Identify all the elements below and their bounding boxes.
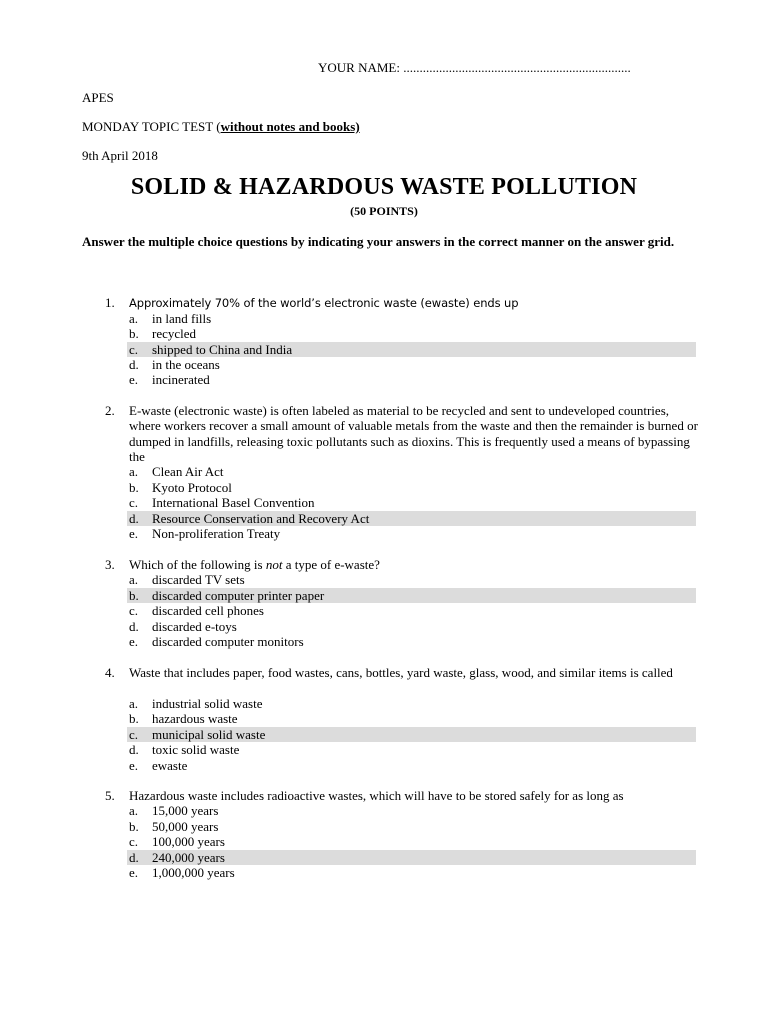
option-text: recycled bbox=[152, 326, 197, 342]
answer-option[interactable] bbox=[127, 634, 696, 649]
answer-option[interactable] bbox=[127, 865, 696, 880]
option-text: 100,000 years bbox=[152, 833, 225, 849]
test-prefix: MONDAY TOPIC TEST ( bbox=[82, 119, 221, 134]
stem-text: a type of e-waste? bbox=[282, 557, 380, 572]
option-text: 1,000,000 years bbox=[152, 865, 235, 881]
option-letter: c. bbox=[129, 833, 139, 849]
page-title: SOLID & HAZARDOUS WASTE POLLUTION bbox=[130, 174, 638, 200]
name-field-line: YOUR NAME: ...................................................................... bbox=[318, 60, 631, 75]
answer-option[interactable] bbox=[127, 372, 696, 387]
option-letter: b. bbox=[129, 326, 139, 342]
option-letter: a. bbox=[129, 572, 139, 588]
test-date: 9th April 2018 bbox=[82, 148, 158, 163]
option-letter: b. bbox=[129, 588, 139, 603]
option-letter: b. bbox=[129, 710, 139, 726]
option-text: discarded e-toys bbox=[152, 618, 237, 634]
option-letter: e. bbox=[129, 757, 139, 773]
option-text: municipal solid waste bbox=[152, 727, 266, 742]
question-number: 1. bbox=[105, 295, 115, 310]
option-letter: e. bbox=[129, 865, 139, 881]
option-text: discarded computer monitors bbox=[152, 633, 304, 649]
course-name: APES bbox=[82, 90, 114, 105]
option-letter: c. bbox=[129, 494, 139, 510]
option-text: discarded computer printer paper bbox=[152, 588, 325, 603]
option-text: in land fills bbox=[152, 311, 212, 326]
test-description bbox=[82, 119, 360, 135]
answer-option[interactable] bbox=[127, 526, 696, 541]
option-text: 15,000 years bbox=[152, 803, 219, 819]
answer-option[interactable] bbox=[127, 696, 696, 711]
option-letter: d. bbox=[129, 511, 139, 526]
option-text: discarded cell phones bbox=[152, 603, 264, 619]
question-number: 2. bbox=[105, 403, 115, 418]
question-number: 5. bbox=[105, 788, 115, 803]
option-text: 50,000 years bbox=[152, 818, 219, 834]
answer-option-highlighted[interactable] bbox=[127, 511, 696, 526]
answer-option-highlighted[interactable] bbox=[127, 850, 696, 865]
option-text: Resource Conservation and Recovery Act bbox=[152, 511, 370, 526]
answer-option[interactable] bbox=[127, 326, 696, 341]
test-emphasis: without notes and books) bbox=[220, 119, 360, 134]
option-text: industrial solid waste bbox=[152, 695, 263, 711]
answer-option-highlighted[interactable] bbox=[127, 588, 696, 603]
option-letter: b. bbox=[129, 479, 139, 495]
option-letter: d. bbox=[129, 356, 139, 372]
points-subtitle: (50 POINTS) bbox=[350, 204, 418, 218]
question-stem: Approximately 70% of the world’s electronic waste (ewaste) ends up bbox=[129, 296, 519, 310]
question-stem bbox=[129, 557, 699, 572]
answer-option[interactable] bbox=[127, 357, 696, 372]
answer-option[interactable] bbox=[127, 742, 696, 757]
answer-option[interactable] bbox=[127, 758, 696, 773]
option-letter: a. bbox=[129, 311, 139, 326]
answer-option[interactable] bbox=[127, 803, 696, 818]
option-letter: d. bbox=[129, 618, 139, 634]
answer-option-highlighted[interactable] bbox=[127, 342, 696, 357]
option-text: shipped to China and India bbox=[152, 341, 293, 357]
option-letter: b. bbox=[129, 818, 139, 834]
answer-option-highlighted[interactable] bbox=[127, 727, 696, 742]
option-text: incinerated bbox=[152, 372, 210, 388]
option-letter: d. bbox=[129, 850, 139, 865]
stem-emphasis: not bbox=[265, 557, 283, 572]
option-text: Non-proliferation Treaty bbox=[152, 526, 281, 542]
answer-option[interactable] bbox=[127, 819, 696, 834]
instructions: Answer the multiple choice questions by indicating your answers in the correct manner on the answer grid. bbox=[82, 234, 675, 249]
answer-option[interactable] bbox=[127, 834, 696, 849]
option-text: in the oceans bbox=[152, 356, 220, 372]
option-letter: a. bbox=[129, 803, 139, 819]
option-text: discarded TV sets bbox=[152, 572, 245, 588]
stem-text: Which of the following is bbox=[129, 557, 266, 572]
answer-option[interactable] bbox=[127, 619, 696, 634]
answer-option[interactable] bbox=[127, 495, 696, 510]
option-letter: e. bbox=[129, 633, 139, 649]
option-text: International Basel Convention bbox=[152, 494, 315, 510]
option-letter: e. bbox=[129, 526, 139, 542]
question-stem: Hazardous waste includes radioactive wastes, which will have to be stored safely for as long as bbox=[129, 788, 624, 803]
option-letter: c. bbox=[129, 727, 139, 742]
option-text: toxic solid waste bbox=[152, 742, 240, 758]
option-letter: a. bbox=[129, 464, 139, 480]
question-number: 3. bbox=[105, 557, 115, 572]
answer-option[interactable] bbox=[127, 480, 696, 495]
answer-option[interactable] bbox=[127, 311, 696, 326]
question-stem: Waste that includes paper, food wastes, cans, bottles, yard waste, glass, wood, and similar items is called bbox=[129, 665, 673, 680]
option-text: hazardous waste bbox=[152, 710, 238, 726]
option-text: 240,000 years bbox=[152, 850, 225, 865]
answer-option[interactable] bbox=[127, 464, 696, 479]
option-letter: a. bbox=[129, 695, 139, 711]
question-stem: E-waste (electronic waste) is often labeled as material to be recycled and sent to undeveloped countries, where workers recover a small amount of valuable metals from the waste and then the remainder is burned or dumped in landfills, releasing toxic pollutants such as dioxins. This is frequently used a means of bypassing the bbox=[129, 403, 698, 464]
option-letter: c. bbox=[129, 341, 139, 357]
question-number: 4. bbox=[105, 665, 115, 680]
option-letter: e. bbox=[129, 372, 139, 388]
answer-option[interactable] bbox=[127, 603, 696, 618]
option-text: Kyoto Protocol bbox=[152, 479, 232, 495]
option-letter: d. bbox=[129, 742, 139, 758]
option-text: Clean Air Act bbox=[152, 464, 224, 480]
option-text: ewaste bbox=[152, 757, 188, 773]
answer-option[interactable] bbox=[127, 572, 696, 587]
answer-option[interactable] bbox=[127, 711, 696, 726]
option-letter: c. bbox=[129, 603, 139, 619]
